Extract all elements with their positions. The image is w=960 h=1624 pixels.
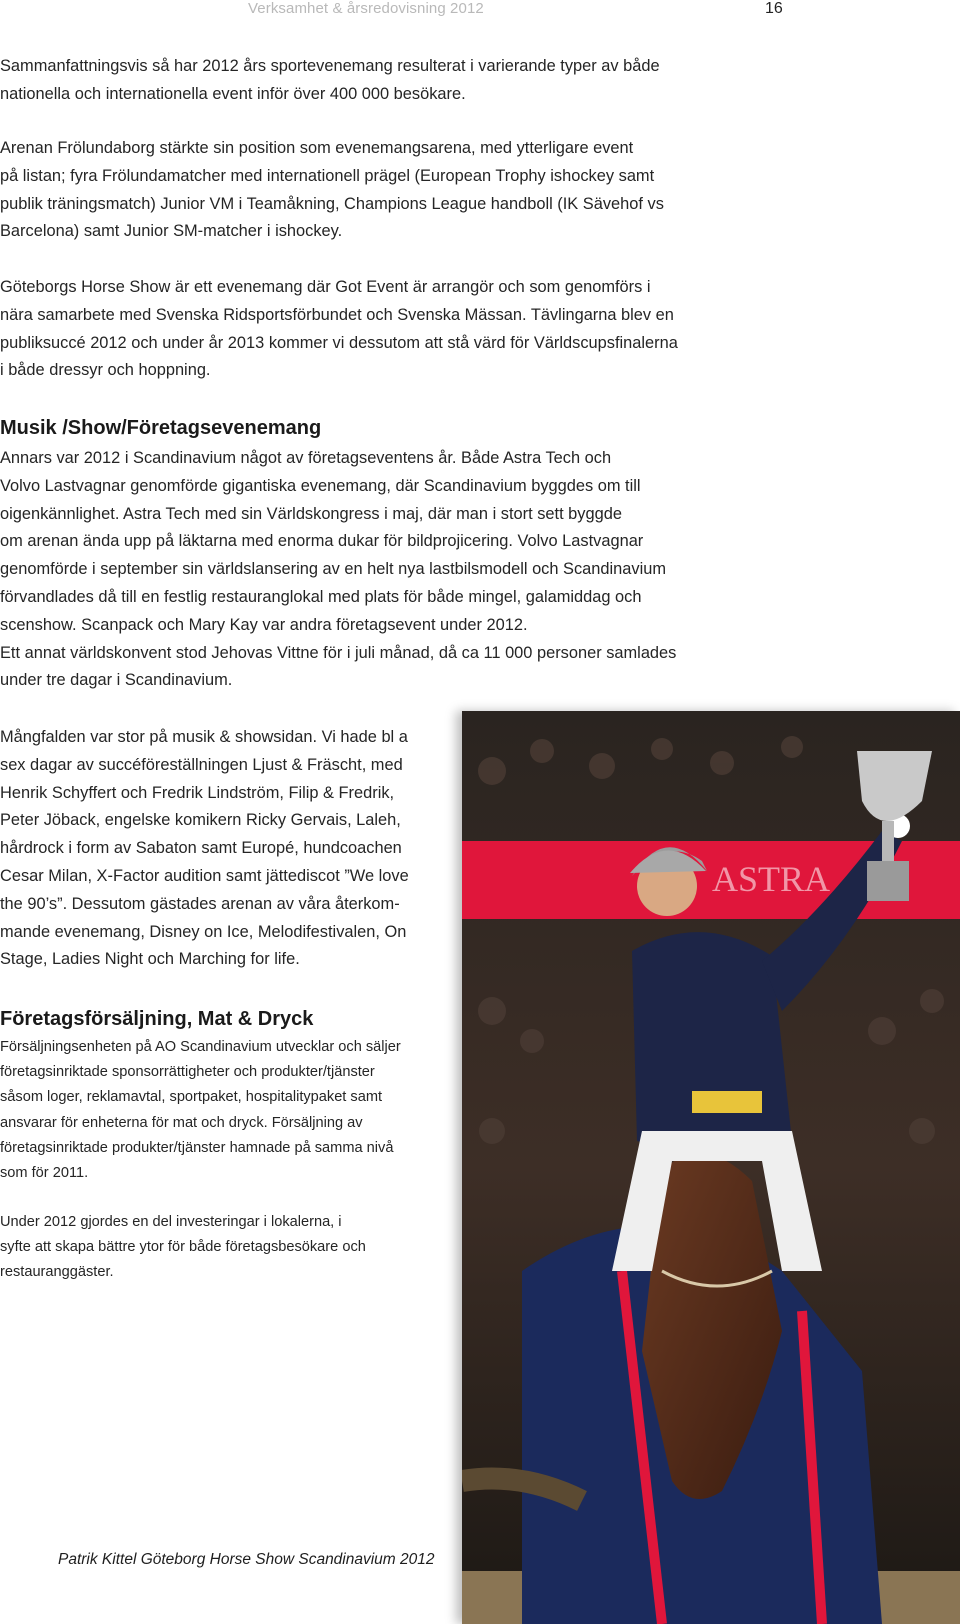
text-line: the 90’s”. Dessutom gästades arenan av våra återkom- xyxy=(0,894,400,913)
text-line: sex dagar av succéföreställningen Ljust & Fräscht, med xyxy=(0,755,403,774)
intro-paragraph xyxy=(0,53,660,109)
text-line: genomförde i september sin världslansering av en helt nya lastbilsmodell och Scandinavium xyxy=(0,560,666,579)
text-line: Ett annat världskonvent stod Jehovas Vittne för i juli månad, då ca 11 000 personer samlades xyxy=(0,643,677,662)
text-line: under tre dagar i Scandinavium. xyxy=(0,671,233,690)
text-line: Stage, Ladies Night och Marching for life. xyxy=(0,950,300,969)
text-line: Under 2012 gjordes en del investeringar i lokalerna, i xyxy=(0,1214,342,1230)
text-line: Arenan Frölundaborg stärkte sin position som evenemangsarena, med ytterligare event xyxy=(0,139,634,157)
text-line: Mångfalden var stor på musik & showsidan. Vi hade bl a xyxy=(0,728,408,746)
text-line: hårdrock i form av Sabaton samt Europé, hundcoachen xyxy=(0,839,402,858)
text-line: mande evenemang, Disney on Ice, Melodifestivalen, On xyxy=(0,922,407,941)
text-line: Annars var 2012 i Scandinavium något av företagseventens år. Både Astra Tech och xyxy=(0,449,612,467)
text-line: scenshow. Scanpack och Mary Kay var andra företagsevent under 2012. xyxy=(0,615,528,634)
text-line: Göteborgs Horse Show är ett evenemang där Got Event är arrangör och som genomförs i xyxy=(0,278,651,296)
text-line: på listan; fyra Frölundamatcher med internationell prägel (European Trophy ishockey samt xyxy=(0,166,655,185)
text-line: nära samarbete med Svenska Ridsportsförbundet och Svenska Mässan. Tävlingarna blev en xyxy=(0,305,674,324)
text-line: som för 2011. xyxy=(0,1165,89,1182)
section-heading-sales: Företagsförsäljning, Mat & Dryck xyxy=(0,1008,314,1030)
text-line: Barcelona) samt Junior SM-matcher i ishockey. xyxy=(0,222,343,241)
investment-paragraph xyxy=(0,1210,366,1286)
text-line: syfte att skapa bättre ytor för både företagsbesökare och xyxy=(0,1239,366,1256)
text-line: om arenan ända upp på läktarna med enorma dukar för bildprojicering. Volvo Lastvagnar xyxy=(0,532,644,551)
text-line: förvandlades då till en festlig restauranglokal med plats för både mingel, galamiddag och xyxy=(0,587,642,606)
text-line: Sammanfattningsvis så har 2012 års sportevenemang resulterat i varierande typer av både xyxy=(0,57,660,75)
section-heading-music: Musik /Show/Företagsevenemang xyxy=(0,417,322,439)
text-line: restauranggäster. xyxy=(0,1264,114,1281)
text-line: i både dressyr och hoppning. xyxy=(0,361,211,380)
photo-caption: Patrik Kittel Göteborg Horse Show Scandinavium 2012 xyxy=(58,1551,435,1568)
page-number: 16 xyxy=(765,0,783,17)
dressage-photo xyxy=(462,711,960,1624)
text-line: Peter Jöback, engelske komikern Ricky Gervais, Laleh, xyxy=(0,811,401,830)
text-line: oigenkännlighet. Astra Tech med sin Världskongress i maj, där man i stort sett byggde xyxy=(0,504,622,523)
music-paragraph xyxy=(0,445,676,695)
text-line: företagsinriktade produkter/tjänster hamnade på samma nivå xyxy=(0,1139,394,1156)
photo-dressage-rider-trophy-icon xyxy=(462,711,960,1624)
sales-paragraph xyxy=(0,1035,401,1186)
text-line: ansvarar för enheterna för mat och dryck. Försäljning av xyxy=(0,1114,363,1131)
text-line: Cesar Milan, X-Factor audition samt jättediscot ”We love xyxy=(0,866,409,885)
text-line: Henrik Schyffert och Fredrik Lindström, Filip & Fredrik, xyxy=(0,783,395,802)
text-line: Volvo Lastvagnar genomförde gigantiska evenemang, där Scandinavium byggdes om till xyxy=(0,476,641,495)
text-line: publiksuccé 2012 och under år 2013 kommer vi dessutom att stå värd för Världscupsfinalerna xyxy=(0,333,678,352)
text-line: företagsinriktade sponsorrättigheter och produkter/tjänster xyxy=(0,1064,375,1081)
svg-text:ASTRA: ASTRA xyxy=(712,859,831,899)
text-line: nationella och internationella event inför över 400 000 besökare. xyxy=(0,84,466,103)
horse-show-paragraph xyxy=(0,274,678,385)
running-title: Verksamhet & årsredovisning 2012 xyxy=(248,0,484,17)
text-line: Försäljningsenheten på AO Scandinavium utvecklar och säljer xyxy=(0,1039,401,1055)
text-line: såsom loger, reklamavtal, sportpaket, hospitalitypaket samt xyxy=(0,1089,383,1106)
text-line: publik träningsmatch) Junior VM i Teamåkning, Champions League handboll (IK Sävehof vs xyxy=(0,194,664,213)
arena-paragraph xyxy=(0,135,664,246)
music-variety-paragraph xyxy=(0,724,409,974)
